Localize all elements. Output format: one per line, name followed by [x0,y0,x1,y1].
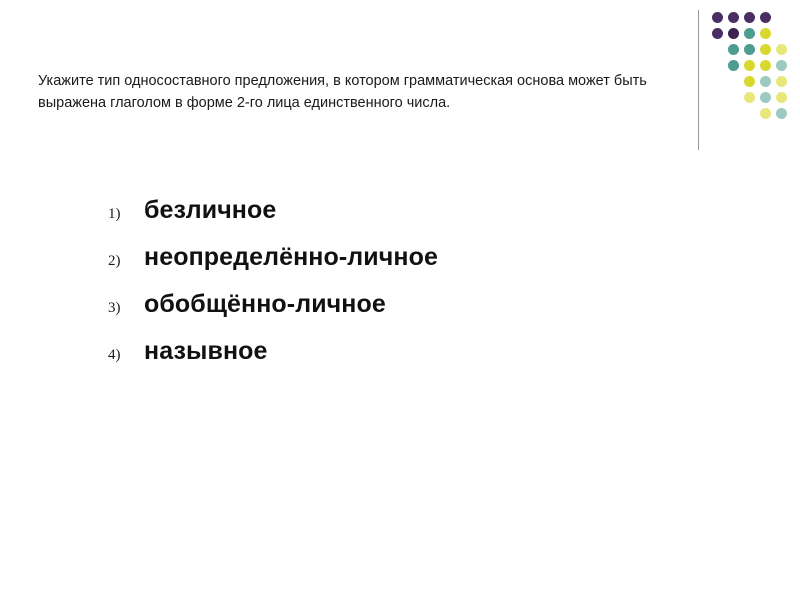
decoration-dot [728,28,739,39]
decoration-dot [728,44,739,55]
answer-number: 4) [108,347,121,363]
answer-option-4[interactable] [108,337,748,366]
answer-option-3[interactable] [108,290,748,319]
decoration-dot [712,28,723,39]
answer-number: 2) [108,253,121,269]
decoration-dot [728,12,739,23]
decoration-dot [744,60,755,71]
decoration-dot [760,108,771,119]
decoration-dot [744,92,755,103]
answer-number: 3) [108,300,121,316]
decoration-dot [744,76,755,87]
answer-label: назывное [144,337,268,365]
decoration-dot [776,60,787,71]
dot-grid-decoration [712,12,790,130]
answer-number: 1) [108,206,121,222]
decoration-dot [776,76,787,87]
decoration-dot [760,28,771,39]
decoration-dot [760,76,771,87]
vertical-divider [698,10,699,150]
answer-label: обобщённо-личное [144,290,386,318]
answer-label: безличное [144,196,277,224]
decoration-dot [712,12,723,23]
decoration-dot [728,60,739,71]
decoration-dot [776,108,787,119]
answer-list [108,196,748,384]
answer-label: неопределённо-личное [144,243,438,271]
answer-option-1[interactable] [108,196,748,225]
decoration-dot [776,44,787,55]
decoration-dot [744,12,755,23]
answer-option-2[interactable] [108,243,748,272]
decoration-dot [776,92,787,103]
decoration-dot [760,92,771,103]
decoration-dot [744,44,755,55]
question-text: Укажите тип односоставного предложения, в котором грамматическая основа может быть выражена глаголом в форме 2-го лица единственного числа. [38,73,647,112]
decoration-dot [744,28,755,39]
decoration-dot [760,12,771,23]
decoration-dot [760,60,771,71]
decoration-dot [760,44,771,55]
